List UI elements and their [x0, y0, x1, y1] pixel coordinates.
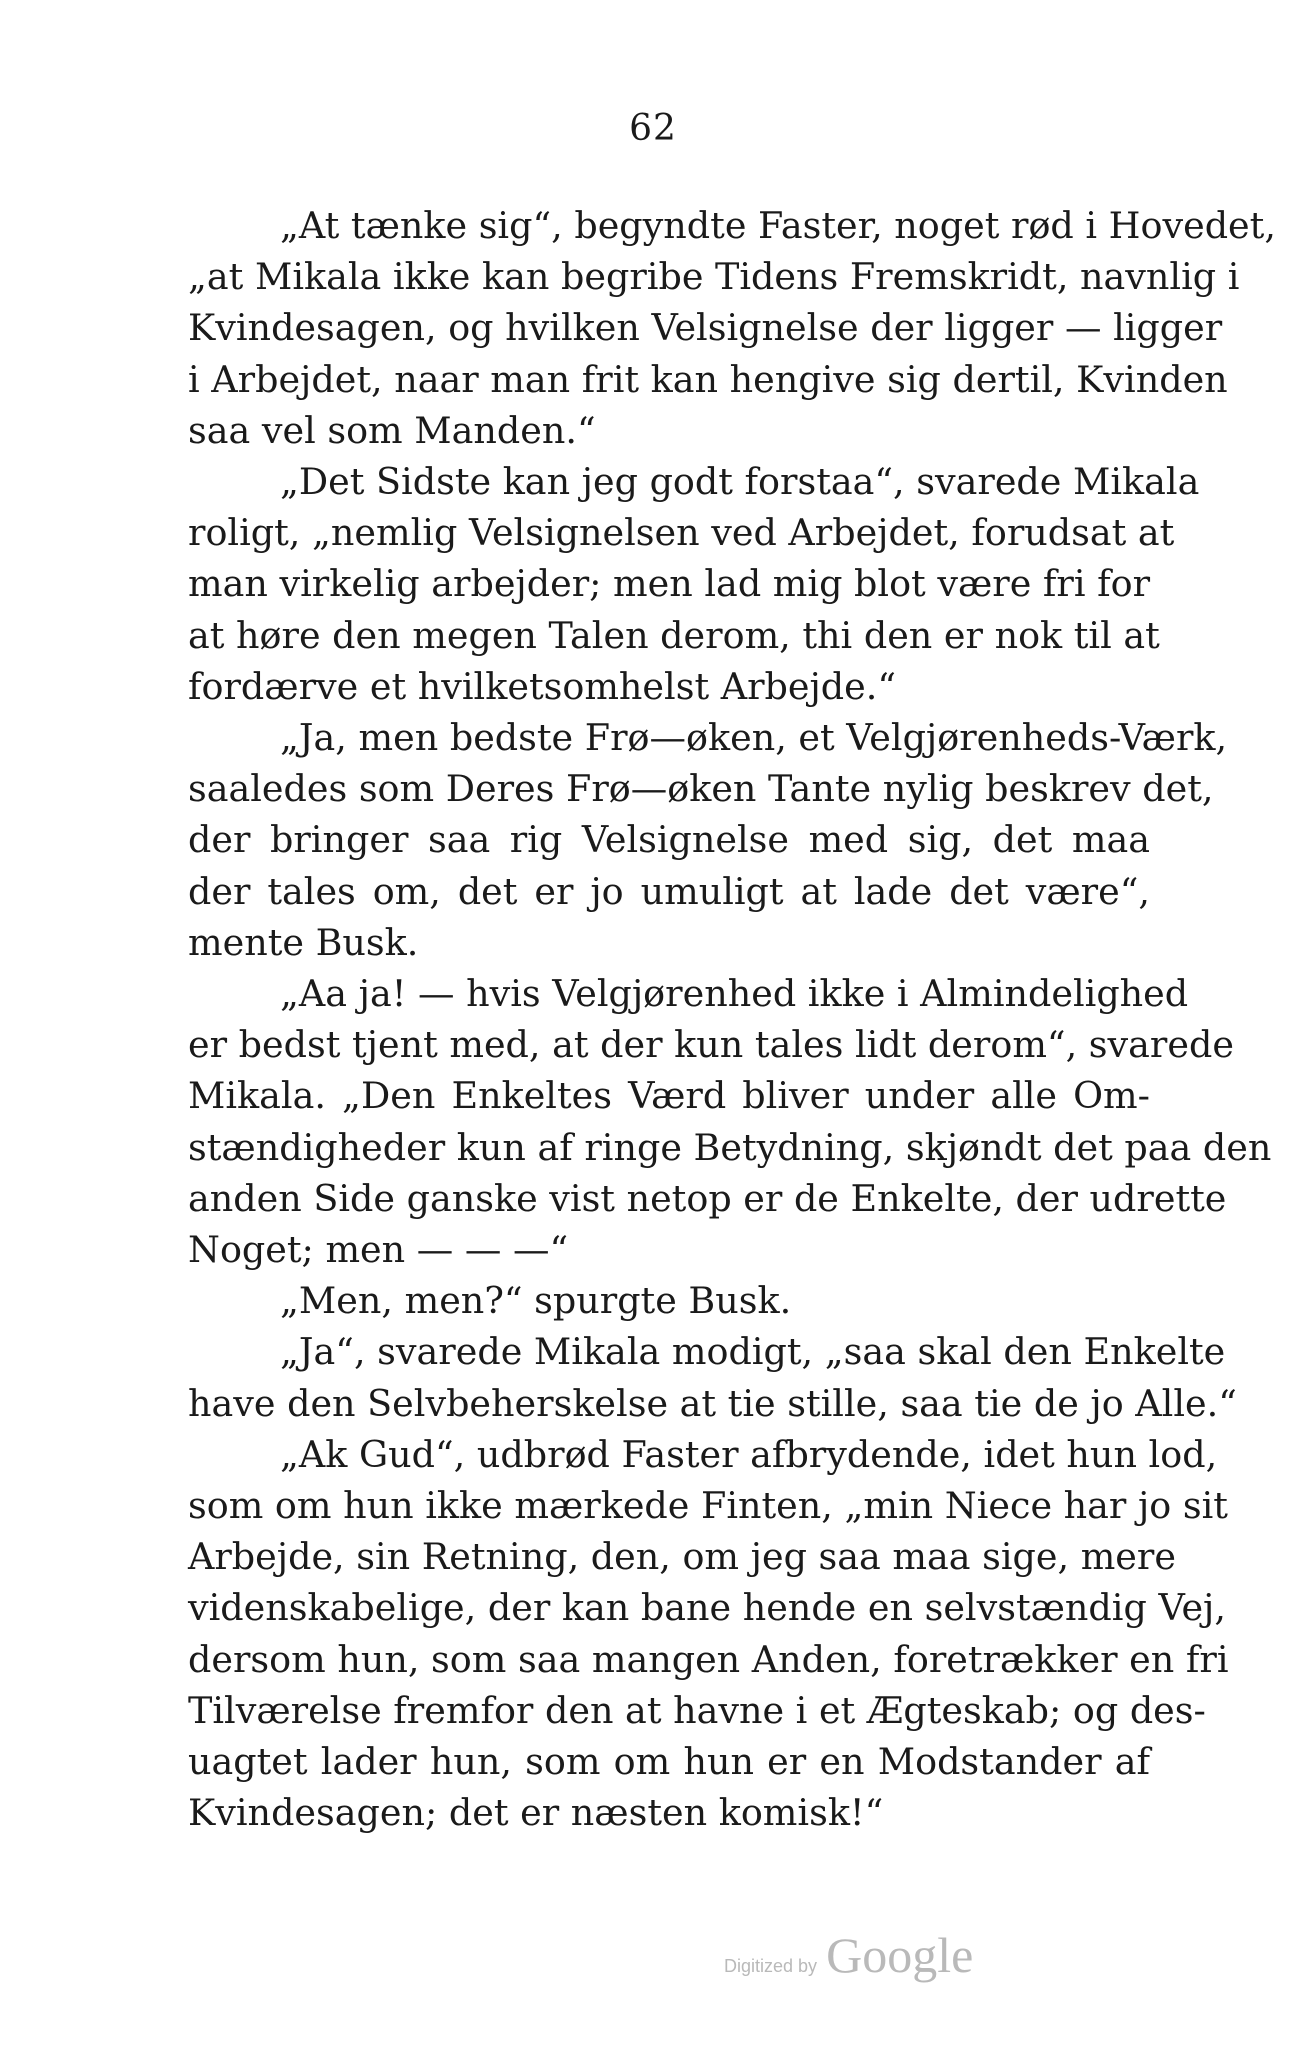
- digitized-watermark: [724, 1926, 973, 1984]
- text-line: Kvindesagen, og hvilken Velsignelse der ligger — ligger: [188, 306, 1223, 350]
- text-line: dersom hun, som saa mangen Anden, foretrækker en fri: [188, 1637, 1229, 1681]
- text-line: Noget; men — — —“: [188, 1228, 569, 1272]
- paragraph: [188, 1275, 1150, 1326]
- text-line: i Arbejdet, naar man frit kan hengive sig dertil, Kvinden: [188, 357, 1228, 401]
- text-line: der bringer saa rig Velsignelse med sig, det maa: [188, 818, 1150, 862]
- text-line: uagtet lader hun, som om hun er en Modstander af: [188, 1740, 1150, 1784]
- text-line: „Ak Gud“, udbrød Faster afbrydende, idet hun lod,: [280, 1432, 1218, 1476]
- text-line: man virkelig arbejder; men lad mig blot være fri for: [188, 562, 1151, 606]
- text-line: „Det Sidste kan jeg godt forstaa“, svarede Mikala: [280, 460, 1200, 504]
- text-line: som om hun ikke mærkede Finten, „min Niece har jo sit: [188, 1484, 1228, 1528]
- text-line: „Ja“, svarede Mikala modigt, „saa skal den Enkelte: [280, 1330, 1226, 1374]
- text-line: Kvindesagen; det er næsten komisk!“: [188, 1791, 884, 1835]
- paragraph: [188, 1326, 1237, 1428]
- watermark-prefix: Digitized by: [724, 1956, 818, 1976]
- text-line: „At tænke sig“, begyndte Faster, noget rød i Hovedet,: [280, 204, 1276, 247]
- text-line: fordærve et hvilketsomhelst Arbejde.“: [188, 664, 897, 708]
- paragraph: [188, 968, 1272, 1275]
- text-line: have den Selvbeherskelse at tie stille, saa tie de jo Alle.“: [188, 1381, 1237, 1425]
- text-line: stændigheder kun af ringe Betydning, skjøndt det paa den: [188, 1125, 1272, 1169]
- text-line: roligt, „nemlig Velsignelsen ved Arbejdet, forudsat at: [188, 511, 1175, 555]
- text-line: „Ja, men bedste Frø—øken, et Velgjørenheds-Værk,: [280, 716, 1228, 760]
- google-logo: Google: [826, 1927, 974, 1983]
- paragraph: [188, 456, 1200, 712]
- text-line: saa vel som Manden.“: [188, 408, 596, 452]
- text-line: Tilværelse fremfor den at havne i et Ægteskab; og des-: [188, 1688, 1206, 1732]
- paragraph: [188, 712, 1228, 968]
- text-line: Mikala. „Den Enkeltes Værd bliver under alle Om-: [188, 1074, 1150, 1118]
- text-line: er bedst tjent med, at der kun tales lidt derom“, svarede: [188, 1023, 1234, 1067]
- text-line: at høre den megen Talen derom, thi den er nok til at: [188, 613, 1160, 657]
- text-line: „Men, men?“ spurgte Busk.: [280, 1279, 792, 1323]
- body-text: [188, 200, 1276, 1839]
- paragraph: [188, 200, 1276, 456]
- text-line: Arbejde, sin Retning, den, om jeg saa maa sige, mere: [188, 1535, 1176, 1579]
- page-number: 62: [629, 108, 677, 149]
- text-line: anden Side ganske vist netop er de Enkelte, der udrette: [188, 1176, 1227, 1220]
- text-line: videnskabelige, der kan bane hende en selvstændig Vej,: [188, 1586, 1226, 1630]
- text-line: mente Busk.: [188, 920, 419, 964]
- text-line: „Aa ja! — hvis Velgjørenhed ikke i Almindelighed: [280, 972, 1189, 1016]
- text-line: „at Mikala ikke kan begribe Tidens Fremskridt, navnlig i: [188, 255, 1240, 299]
- text-line: der tales om, det er jo umuligt at lade det være“,: [188, 869, 1150, 913]
- paragraph: [188, 1429, 1229, 1839]
- text-line: saaledes som Deres Frø—øken Tante nylig beskrev det,: [188, 767, 1214, 811]
